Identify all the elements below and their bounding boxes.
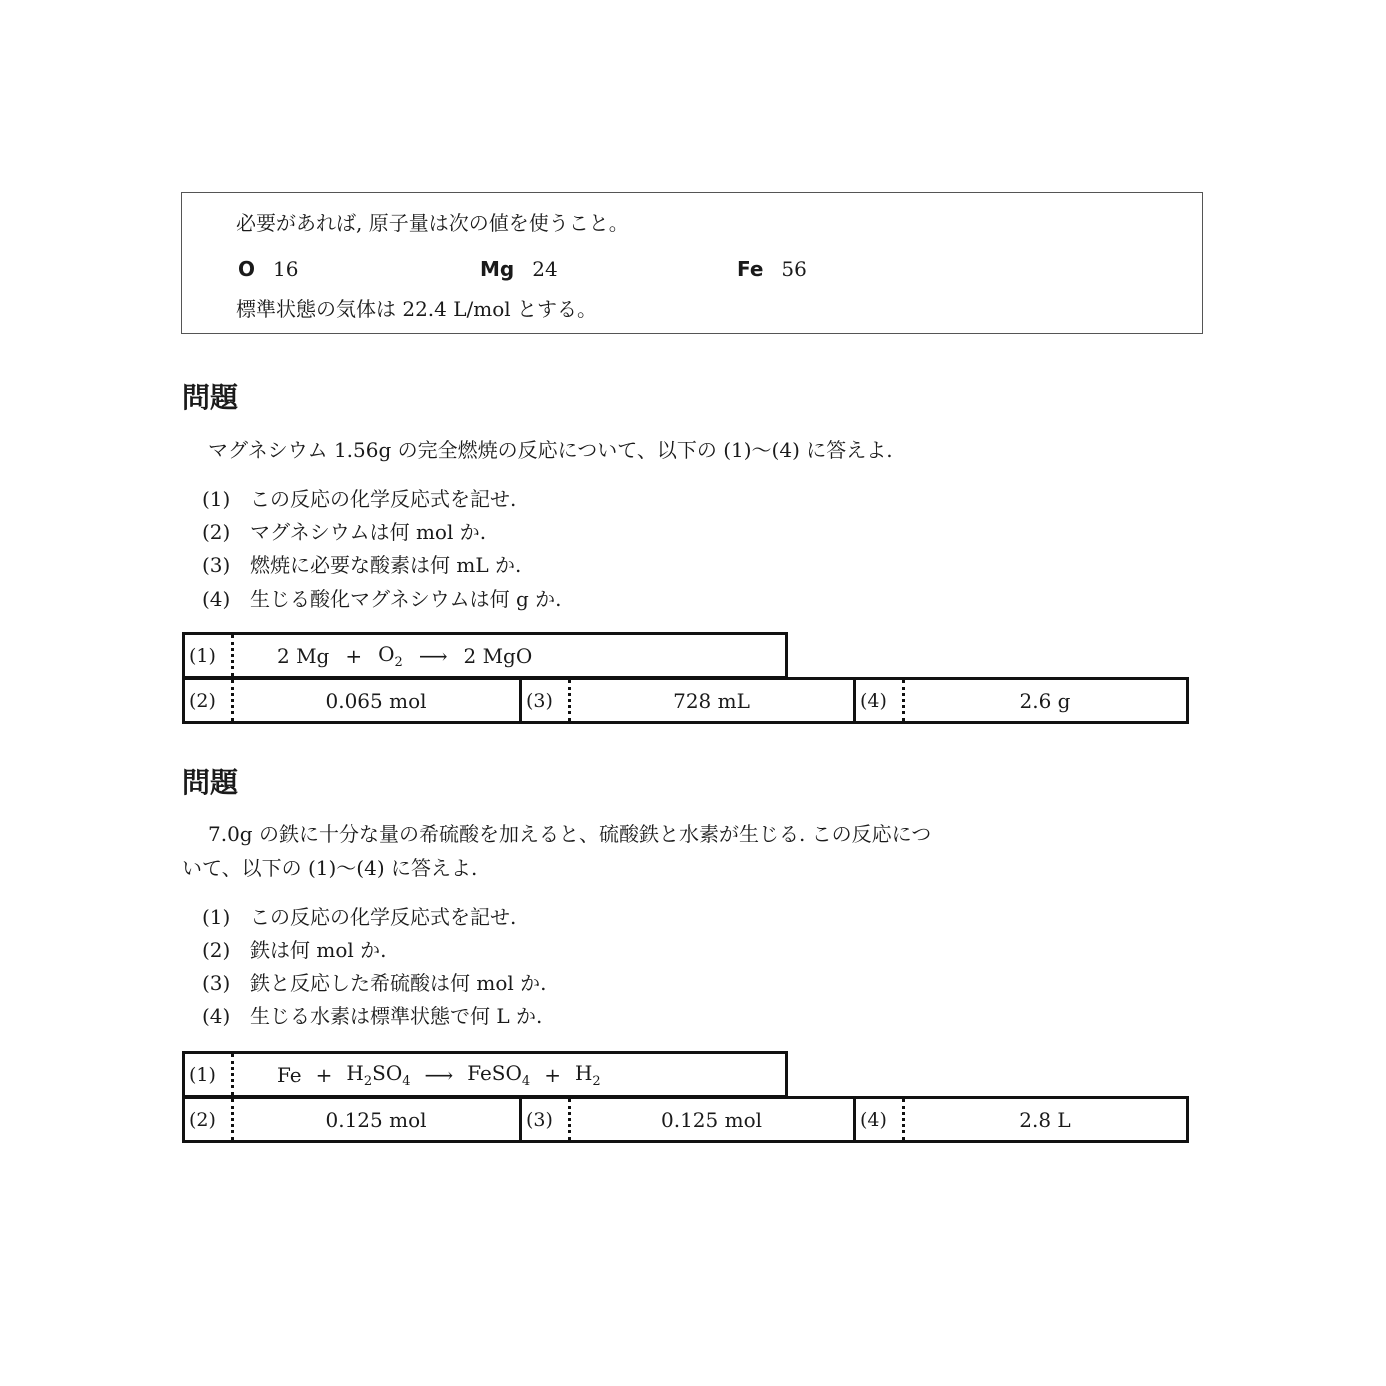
- answer-label: (3): [526, 680, 571, 721]
- note-line-3: 標準状態の気体は 22.4 L/mol とする。: [236, 297, 598, 321]
- chemical-equation: [233, 1054, 785, 1095]
- item-text: この反応の化学反応式を記せ.: [250, 905, 517, 929]
- mass-magnesium: [480, 257, 558, 281]
- problem-2-item-3: [202, 967, 546, 996]
- problem-2-statement-line-2: いて、以下の (1)〜(4) に答えよ.: [182, 856, 478, 880]
- mass-value: 56: [781, 257, 807, 281]
- eq-arrow: ⟶: [424, 1062, 454, 1087]
- item-text: 生じる水素は標準状態で何 L か.: [250, 1004, 543, 1028]
- eq-term: $H_2SO_4$: [346, 1060, 411, 1089]
- problem-2-numeric-answers: [182, 1096, 1189, 1143]
- problem-2-heading: 問題: [182, 766, 239, 799]
- mass-symbol: Mg: [480, 257, 515, 281]
- answer-cell-1: [185, 635, 785, 676]
- problem-1-item-2: [202, 516, 486, 545]
- eq-arrow: ⟶: [418, 643, 448, 668]
- problem-2-statement-line-1: 7.0g の鉄に十分な量の希硫酸を加えると、硫酸鉄と水素が生じる. この反応につ: [208, 822, 932, 846]
- problem-2-item-4: [202, 1000, 542, 1029]
- answer-label: (1): [189, 1054, 234, 1095]
- item-number: (1): [202, 905, 231, 929]
- answer-cell-3: [522, 1099, 853, 1140]
- mass-iron: [737, 257, 807, 281]
- answer-cell-3: [522, 680, 853, 721]
- mass-symbol: O: [238, 257, 256, 281]
- answer-label: (2): [189, 680, 234, 721]
- answer-value: 0.125 mol: [660, 1107, 762, 1132]
- item-number: (2): [202, 520, 231, 544]
- problem-2-item-1: [202, 901, 516, 930]
- answer-label: (4): [860, 1099, 905, 1140]
- item-number: (3): [202, 553, 231, 577]
- mass-oxygen: [238, 257, 298, 281]
- item-text: 燃焼に必要な酸素は何 mL か.: [250, 553, 522, 577]
- atomic-mass-note-box: [181, 192, 1203, 334]
- problem-2-item-2: [202, 934, 386, 963]
- item-text: この反応の化学反応式を記せ.: [250, 487, 517, 511]
- problem-1-item-4: [202, 583, 561, 612]
- answer-cell-2: [185, 1099, 519, 1140]
- item-text: 鉄は何 mol か.: [250, 938, 387, 962]
- eq-term: FeSO$_4$: [467, 1060, 531, 1089]
- eq-plus: +: [345, 643, 363, 668]
- eq-term: $O_2$: [378, 641, 403, 670]
- answer-value: 0.125 mol: [325, 1107, 427, 1132]
- problem-1-heading: 問題: [182, 381, 239, 414]
- answer-cell-4: [856, 680, 1186, 721]
- mass-symbol: Fe: [737, 257, 764, 281]
- eq-plus: +: [544, 1062, 561, 1087]
- chemical-equation: [233, 635, 785, 676]
- problem-2-equation-answer: [182, 1051, 788, 1098]
- item-text: 生じる酸化マグネシウムは何 g か.: [250, 587, 562, 611]
- answer-value: 2.6 g: [1019, 688, 1071, 713]
- answer-cell-2: [185, 680, 519, 721]
- item-text: マグネシウムは何 mol か.: [250, 520, 487, 544]
- answer-label: (1): [189, 635, 234, 676]
- problem-1-statement: マグネシウム 1.56g の完全燃焼の反応について、以下の (1)〜(4) に答えよ.: [208, 438, 893, 462]
- answer-cell-4: [856, 1099, 1186, 1140]
- eq-term: 2 Mg: [277, 643, 330, 668]
- note-line-1: 必要があれば, 原子量は次の値を使うこと。: [236, 211, 629, 235]
- item-number: (4): [202, 1004, 231, 1028]
- problem-1-item-1: [202, 483, 516, 512]
- item-number: (1): [202, 487, 231, 511]
- problem-1-equation-answer: [182, 632, 788, 679]
- answer-label: (2): [189, 1099, 234, 1140]
- problem-1-item-3: [202, 549, 521, 578]
- mass-value: 24: [532, 257, 558, 281]
- eq-term: $H_2$: [574, 1060, 601, 1089]
- answer-value: 0.065 mol: [325, 688, 427, 713]
- answer-value: 2.8 L: [1019, 1107, 1071, 1132]
- item-number: (3): [202, 971, 231, 995]
- eq-term: 2 MgO: [463, 643, 533, 668]
- eq-plus: +: [315, 1062, 333, 1087]
- item-number: (2): [202, 938, 231, 962]
- eq-term: Fe: [277, 1062, 302, 1087]
- answer-label: (4): [860, 680, 905, 721]
- mass-value: 16: [273, 257, 299, 281]
- answer-value: 728 mL: [673, 688, 750, 713]
- answer-cell-1: [185, 1054, 785, 1095]
- item-number: (4): [202, 587, 231, 611]
- answer-label: (3): [526, 1099, 571, 1140]
- problem-1-numeric-answers: [182, 677, 1189, 724]
- item-text: 鉄と反応した希硫酸は何 mol か.: [250, 971, 547, 995]
